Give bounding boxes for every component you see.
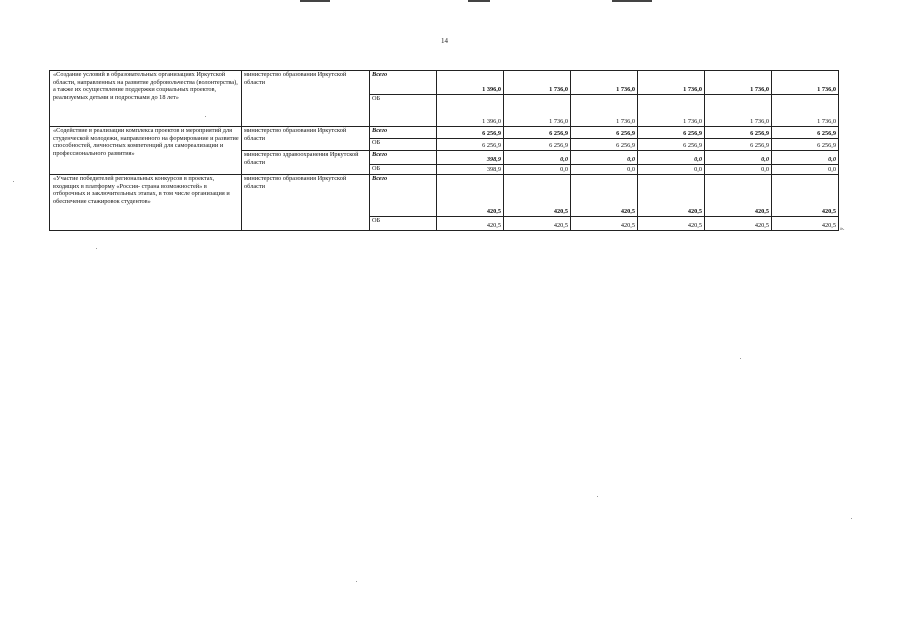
- value-cell: 420,5: [638, 175, 705, 217]
- value-cell: 6 256,9: [504, 127, 571, 139]
- scan-speckle: [851, 518, 852, 519]
- scan-speckle: [597, 496, 598, 497]
- value-cell: 0,0: [571, 165, 638, 175]
- scan-speckle: [13, 181, 14, 182]
- value-cell: 398,9: [437, 165, 504, 175]
- value-cell: 420,5: [504, 217, 571, 231]
- value-cell: 6 256,9: [705, 139, 772, 151]
- funding-source: ОБ: [370, 165, 437, 175]
- value-cell: 0,0: [705, 165, 772, 175]
- value-cell: 1 736,0: [772, 71, 839, 95]
- executor-cell: министерство образования Иркутской области: [242, 175, 370, 231]
- measure-description: «Создание условий в образовательных организациях Иркутской области, направленных на развитие добровольчества (волонтерства), а также их осуществление поддержки социальных проектов, реализуемых детьми и подростками до 18 лет»: [50, 71, 242, 127]
- value-cell: 398,9: [437, 151, 504, 165]
- value-cell: 1 736,0: [504, 71, 571, 95]
- scan-edge-mark: [468, 0, 490, 2]
- value-cell: 420,5: [504, 175, 571, 217]
- value-cell: 6 256,9: [504, 139, 571, 151]
- value-cell: 0,0: [638, 151, 705, 165]
- value-cell: 6 256,9: [705, 127, 772, 139]
- measure-description: «Содействие в реализации комплекса проектов и мероприятий для студенческой молодежи, направленного на формирование и развитие способностей, личностных компетенций для самореализации и профессионального развития»: [50, 127, 242, 175]
- value-cell: 420,5: [437, 217, 504, 231]
- value-cell: 1 736,0: [638, 95, 705, 127]
- value-cell: 6 256,9: [638, 127, 705, 139]
- table-row: [50, 175, 839, 217]
- value-cell: 1 736,0: [705, 71, 772, 95]
- executor-cell: министерство здравоохранения Иркутской области: [242, 151, 370, 175]
- value-cell: 0,0: [772, 151, 839, 165]
- value-cell: 420,5: [772, 217, 839, 231]
- value-cell: 420,5: [772, 175, 839, 217]
- value-cell: 6 256,9: [571, 127, 638, 139]
- value-cell: 0,0: [504, 151, 571, 165]
- value-cell: 0,0: [571, 151, 638, 165]
- value-cell: 420,5: [705, 175, 772, 217]
- funding-source: ОБ: [370, 95, 437, 127]
- value-cell: 1 396,0: [437, 95, 504, 127]
- value-cell: 1 736,0: [638, 71, 705, 95]
- value-cell: 1 736,0: [772, 95, 839, 127]
- scan-edge-mark: [300, 0, 330, 2]
- scan-speckle: [740, 358, 741, 359]
- table-row: [50, 127, 839, 139]
- value-cell: 0,0: [504, 165, 571, 175]
- value-cell: 1 736,0: [571, 71, 638, 95]
- value-cell: 420,5: [437, 175, 504, 217]
- value-cell: 1 736,0: [571, 95, 638, 127]
- value-cell: 6 256,9: [437, 127, 504, 139]
- funding-source: Всего: [370, 127, 437, 139]
- scan-speckle: [356, 581, 357, 582]
- funding-source: Всего: [370, 71, 437, 95]
- value-cell: 1 736,0: [504, 95, 571, 127]
- value-cell: 420,5: [571, 217, 638, 231]
- value-cell: 1 736,0: [705, 95, 772, 127]
- value-cell: 1 396,0: [437, 71, 504, 95]
- value-cell: 6 256,9: [638, 139, 705, 151]
- value-cell: 420,5: [638, 217, 705, 231]
- value-cell: 420,5: [571, 175, 638, 217]
- executor-cell: министерство образования Иркутской области: [242, 71, 370, 127]
- scan-speckle: [205, 116, 206, 117]
- page-number: 14: [441, 37, 448, 45]
- funding-source: Всего: [370, 175, 437, 217]
- scan-edge-mark: [612, 0, 652, 2]
- executor-cell: министерство образования Иркутской области: [242, 127, 370, 151]
- scan-speckle: [96, 248, 97, 249]
- table-row: [50, 71, 839, 95]
- closing-quote-mark: ».: [840, 226, 845, 232]
- funding-source: ОБ: [370, 217, 437, 231]
- funding-source: ОБ: [370, 139, 437, 151]
- value-cell: 420,5: [705, 217, 772, 231]
- funding-source: Всего: [370, 151, 437, 165]
- value-cell: 0,0: [772, 165, 839, 175]
- value-cell: 6 256,9: [772, 127, 839, 139]
- value-cell: 0,0: [638, 165, 705, 175]
- budget-table: [49, 70, 839, 231]
- measure-description: «Участие победителей региональных конкурсов в проектах, входящих в платформу «Россия- страна возможностей» в отборочных и заключительных этапах, в том числе организация и обеспечение стажировок студентов»: [50, 175, 242, 231]
- value-cell: 6 256,9: [437, 139, 504, 151]
- value-cell: 0,0: [705, 151, 772, 165]
- value-cell: 6 256,9: [571, 139, 638, 151]
- value-cell: 6 256,9: [772, 139, 839, 151]
